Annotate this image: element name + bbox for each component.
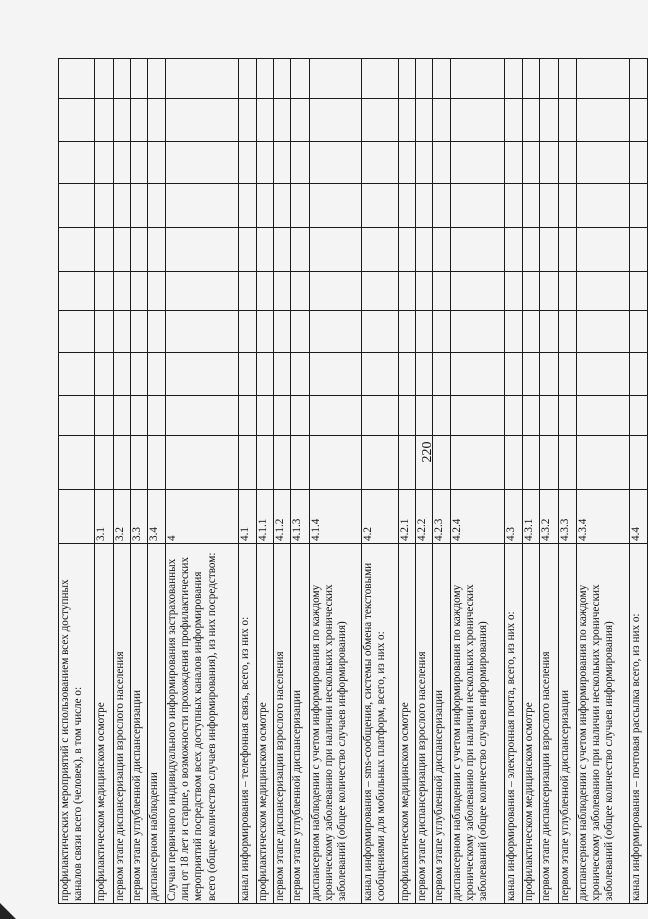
empty-cell bbox=[451, 228, 505, 272]
empty-cell bbox=[433, 272, 451, 311]
empty-cell bbox=[59, 142, 95, 184]
empty-cell bbox=[291, 228, 310, 272]
empty-cell bbox=[451, 353, 505, 396]
row-label: канал информирования – sms-сообщения, системы обмена текстовыми сообщениями для мобильных платформ, всего, из них о: bbox=[362, 544, 399, 904]
empty-cell bbox=[559, 311, 577, 353]
empty-cell bbox=[433, 142, 451, 184]
empty-cell bbox=[274, 59, 291, 99]
empty-cell bbox=[148, 59, 166, 99]
table-row bbox=[131, 59, 148, 904]
empty-cell bbox=[451, 311, 505, 353]
empty-cell bbox=[114, 59, 131, 99]
empty-cell bbox=[505, 311, 523, 353]
empty-cell bbox=[95, 311, 114, 353]
empty-cell bbox=[630, 59, 648, 99]
empty-cell bbox=[399, 272, 416, 311]
empty-cell bbox=[540, 311, 559, 353]
empty-cell bbox=[577, 228, 630, 272]
empty-cell bbox=[166, 311, 239, 353]
table-row bbox=[362, 59, 399, 904]
empty-cell bbox=[257, 228, 274, 272]
row-code: 3.3 bbox=[131, 490, 148, 544]
empty-cell bbox=[239, 311, 257, 353]
table-row bbox=[239, 59, 257, 904]
empty-cell bbox=[505, 353, 523, 396]
empty-cell bbox=[523, 228, 540, 272]
row-label: первом этапе диспансеризации взрослого населения bbox=[274, 544, 291, 904]
empty-cell bbox=[257, 99, 274, 142]
empty-cell bbox=[416, 272, 433, 311]
row-label: первом этапе диспансеризации взрослого населения bbox=[540, 544, 559, 904]
empty-cell bbox=[257, 184, 274, 228]
scan-corner-mark bbox=[0, 903, 16, 919]
empty-cell bbox=[416, 228, 433, 272]
empty-cell bbox=[131, 59, 148, 99]
row-label: первом этапе углубленной диспансеризации bbox=[559, 544, 577, 904]
empty-cell bbox=[577, 99, 630, 142]
row-code: 4 bbox=[166, 490, 239, 544]
empty-cell bbox=[274, 353, 291, 396]
empty-cell bbox=[399, 353, 416, 396]
row-code: 4.2.1 bbox=[399, 490, 416, 544]
empty-cell bbox=[577, 396, 630, 436]
row-code: 4.1.2 bbox=[274, 490, 291, 544]
empty-cell bbox=[577, 311, 630, 353]
row-label: первом этапе диспансеризации взрослого населения bbox=[416, 544, 433, 904]
empty-cell bbox=[362, 396, 399, 436]
row-code bbox=[59, 490, 95, 544]
empty-cell bbox=[291, 184, 310, 228]
empty-cell bbox=[257, 436, 274, 490]
empty-cell bbox=[148, 396, 166, 436]
empty-cell bbox=[559, 99, 577, 142]
empty-cell bbox=[540, 353, 559, 396]
table-row bbox=[274, 59, 291, 904]
empty-cell bbox=[274, 396, 291, 436]
empty-cell bbox=[362, 142, 399, 184]
empty-cell bbox=[399, 184, 416, 228]
row-label: диспансерном наблюдении bbox=[148, 544, 166, 904]
empty-cell bbox=[148, 436, 166, 490]
empty-cell bbox=[399, 228, 416, 272]
row-code: 4.3.2 bbox=[540, 490, 559, 544]
empty-cell bbox=[95, 59, 114, 99]
empty-cell bbox=[166, 396, 239, 436]
empty-cell bbox=[59, 353, 95, 396]
empty-cell bbox=[310, 436, 362, 490]
empty-cell bbox=[148, 99, 166, 142]
empty-cell bbox=[433, 311, 451, 353]
empty-cell bbox=[540, 228, 559, 272]
empty-cell bbox=[310, 311, 362, 353]
row-code: 4.3 bbox=[505, 490, 523, 544]
empty-cell bbox=[630, 184, 648, 228]
empty-cell bbox=[399, 99, 416, 142]
empty-cell bbox=[148, 353, 166, 396]
empty-cell bbox=[114, 396, 131, 436]
empty-cell bbox=[274, 436, 291, 490]
empty-cell bbox=[95, 99, 114, 142]
row-code: 3.4 bbox=[148, 490, 166, 544]
empty-cell bbox=[291, 396, 310, 436]
empty-cell bbox=[433, 99, 451, 142]
empty-cell bbox=[95, 142, 114, 184]
empty-cell bbox=[505, 396, 523, 436]
empty-cell bbox=[399, 396, 416, 436]
empty-cell bbox=[433, 436, 451, 490]
empty-cell bbox=[362, 184, 399, 228]
empty-cell bbox=[451, 436, 505, 490]
empty-cell bbox=[577, 142, 630, 184]
empty-cell bbox=[131, 272, 148, 311]
table-row bbox=[95, 59, 114, 904]
empty-cell bbox=[166, 228, 239, 272]
empty-cell bbox=[291, 436, 310, 490]
page-number: 220 bbox=[420, 441, 435, 463]
row-code: 4.4 bbox=[630, 490, 648, 544]
empty-cell bbox=[433, 59, 451, 99]
empty-cell bbox=[451, 184, 505, 228]
empty-cell bbox=[523, 59, 540, 99]
empty-cell bbox=[148, 228, 166, 272]
empty-cell bbox=[239, 396, 257, 436]
empty-cell bbox=[166, 353, 239, 396]
empty-cell bbox=[630, 272, 648, 311]
empty-cell bbox=[114, 142, 131, 184]
empty-cell bbox=[257, 59, 274, 99]
empty-cell bbox=[362, 272, 399, 311]
empty-cell bbox=[540, 396, 559, 436]
empty-cell bbox=[523, 142, 540, 184]
empty-cell bbox=[166, 142, 239, 184]
empty-cell bbox=[523, 272, 540, 311]
empty-cell bbox=[291, 311, 310, 353]
empty-cell bbox=[577, 59, 630, 99]
row-code: 4.3.4 bbox=[577, 490, 630, 544]
empty-cell bbox=[131, 396, 148, 436]
empty-cell bbox=[310, 99, 362, 142]
empty-cell bbox=[257, 353, 274, 396]
empty-cell bbox=[59, 311, 95, 353]
empty-cell bbox=[131, 228, 148, 272]
empty-cell bbox=[239, 272, 257, 311]
empty-cell bbox=[416, 396, 433, 436]
empty-cell bbox=[630, 142, 648, 184]
empty-cell bbox=[451, 396, 505, 436]
row-code: 4.1 bbox=[239, 490, 257, 544]
empty-cell bbox=[310, 142, 362, 184]
empty-cell bbox=[131, 99, 148, 142]
empty-cell bbox=[523, 436, 540, 490]
empty-cell bbox=[416, 436, 433, 490]
table-row bbox=[505, 59, 523, 904]
empty-cell bbox=[416, 311, 433, 353]
empty-cell bbox=[416, 142, 433, 184]
row-label: канал информирования – телефонная связь, всего, из них о: bbox=[239, 544, 257, 904]
empty-cell bbox=[59, 396, 95, 436]
report-table bbox=[58, 58, 648, 904]
empty-cell bbox=[523, 311, 540, 353]
empty-cell bbox=[291, 353, 310, 396]
empty-cell bbox=[630, 436, 648, 490]
empty-cell bbox=[523, 184, 540, 228]
empty-cell bbox=[433, 184, 451, 228]
empty-cell bbox=[148, 272, 166, 311]
empty-cell bbox=[433, 396, 451, 436]
table-row bbox=[59, 59, 95, 904]
empty-cell bbox=[523, 396, 540, 436]
empty-cell bbox=[399, 59, 416, 99]
empty-cell bbox=[148, 142, 166, 184]
empty-cell bbox=[362, 99, 399, 142]
empty-cell bbox=[505, 272, 523, 311]
row-code: 4.1.1 bbox=[257, 490, 274, 544]
empty-cell bbox=[362, 353, 399, 396]
table-row bbox=[540, 59, 559, 904]
empty-cell bbox=[559, 436, 577, 490]
row-code: 3.2 bbox=[114, 490, 131, 544]
empty-cell bbox=[257, 142, 274, 184]
empty-cell bbox=[559, 184, 577, 228]
empty-cell bbox=[540, 184, 559, 228]
empty-cell bbox=[559, 59, 577, 99]
empty-cell bbox=[59, 99, 95, 142]
empty-cell bbox=[310, 353, 362, 396]
row-code: 4.2.4 bbox=[451, 490, 505, 544]
row-label: профилактическом медицинском осмотре bbox=[95, 544, 114, 904]
row-code: 4.1.4 bbox=[310, 490, 362, 544]
empty-cell bbox=[114, 353, 131, 396]
empty-cell bbox=[114, 184, 131, 228]
empty-cell bbox=[540, 99, 559, 142]
table-row bbox=[399, 59, 416, 904]
row-code: 4.2 bbox=[362, 490, 399, 544]
table-row bbox=[166, 59, 239, 904]
row-label: канал информирования – почтовая рассылка всего, из них о: bbox=[630, 544, 648, 904]
empty-cell bbox=[310, 184, 362, 228]
empty-cell bbox=[274, 142, 291, 184]
empty-cell bbox=[523, 353, 540, 396]
row-code: 3.1 bbox=[95, 490, 114, 544]
empty-cell bbox=[399, 142, 416, 184]
row-code: 4.3.1 bbox=[523, 490, 540, 544]
empty-cell bbox=[433, 228, 451, 272]
empty-cell bbox=[291, 99, 310, 142]
empty-cell bbox=[310, 272, 362, 311]
empty-cell bbox=[114, 228, 131, 272]
empty-cell bbox=[114, 436, 131, 490]
rotated-table-container bbox=[58, 59, 642, 904]
row-label: первом этапе углубленной диспансеризации bbox=[291, 544, 310, 904]
row-label: диспансерном наблюдении с учетом информирования по каждому хроническому заболеванию при наличии нескольких хронических заболеваний (общее количество случаев информирования) bbox=[577, 544, 630, 904]
empty-cell bbox=[451, 99, 505, 142]
table-row bbox=[148, 59, 166, 904]
empty-cell bbox=[95, 436, 114, 490]
empty-cell bbox=[148, 184, 166, 228]
row-label: профилактическом медицинском осмотре bbox=[257, 544, 274, 904]
empty-cell bbox=[362, 228, 399, 272]
empty-cell bbox=[559, 353, 577, 396]
table-row bbox=[416, 59, 433, 904]
row-label: канал информирования – электронная почта, всего, из них о: bbox=[505, 544, 523, 904]
table-row bbox=[630, 59, 648, 904]
empty-cell bbox=[559, 142, 577, 184]
empty-cell bbox=[451, 142, 505, 184]
empty-cell bbox=[239, 142, 257, 184]
empty-cell bbox=[95, 184, 114, 228]
empty-cell bbox=[166, 184, 239, 228]
empty-cell bbox=[291, 59, 310, 99]
empty-cell bbox=[505, 99, 523, 142]
row-label: Случаи первичного индивидуального информирования застрахованных лиц от 18 лет и старше, о возможности прохождения профилактических мероприятий посредством всех доступных каналов информирования всего (общее количество случаев информирования), из них посредством: bbox=[166, 544, 239, 904]
empty-cell bbox=[310, 396, 362, 436]
table-row bbox=[577, 59, 630, 904]
empty-cell bbox=[433, 353, 451, 396]
empty-cell bbox=[148, 311, 166, 353]
empty-cell bbox=[95, 272, 114, 311]
empty-cell bbox=[257, 311, 274, 353]
empty-cell bbox=[166, 272, 239, 311]
empty-cell bbox=[577, 184, 630, 228]
empty-cell bbox=[540, 59, 559, 99]
table-body bbox=[59, 59, 648, 904]
empty-cell bbox=[362, 436, 399, 490]
row-label: первом этапе диспансеризации взрослого населения bbox=[114, 544, 131, 904]
empty-cell bbox=[114, 272, 131, 311]
empty-cell bbox=[540, 272, 559, 311]
empty-cell bbox=[239, 353, 257, 396]
row-code: 4.1.3 bbox=[291, 490, 310, 544]
empty-cell bbox=[239, 436, 257, 490]
empty-cell bbox=[166, 436, 239, 490]
row-label: первом этапе углубленной диспансеризации bbox=[131, 544, 148, 904]
empty-cell bbox=[577, 353, 630, 396]
empty-cell bbox=[540, 142, 559, 184]
empty-cell bbox=[239, 99, 257, 142]
empty-cell bbox=[59, 228, 95, 272]
empty-cell bbox=[310, 59, 362, 99]
empty-cell bbox=[630, 353, 648, 396]
empty-cell bbox=[630, 228, 648, 272]
empty-cell bbox=[523, 99, 540, 142]
empty-cell bbox=[451, 272, 505, 311]
empty-cell bbox=[95, 396, 114, 436]
empty-cell bbox=[416, 99, 433, 142]
empty-cell bbox=[630, 99, 648, 142]
empty-cell bbox=[59, 184, 95, 228]
empty-cell bbox=[257, 396, 274, 436]
empty-cell bbox=[505, 59, 523, 99]
table-row bbox=[523, 59, 540, 904]
empty-cell bbox=[274, 99, 291, 142]
empty-cell bbox=[59, 272, 95, 311]
empty-cell bbox=[274, 272, 291, 311]
empty-cell bbox=[131, 184, 148, 228]
empty-cell bbox=[416, 184, 433, 228]
row-label: диспансерном наблюдении с учетом информирования по каждому хроническому заболеванию при наличии нескольких хронических заболеваний (общее количество случаев информирования) bbox=[310, 544, 362, 904]
empty-cell bbox=[399, 436, 416, 490]
table-row bbox=[433, 59, 451, 904]
empty-cell bbox=[274, 228, 291, 272]
table-row bbox=[257, 59, 274, 904]
empty-cell bbox=[362, 311, 399, 353]
empty-cell bbox=[630, 311, 648, 353]
empty-cell bbox=[59, 436, 95, 490]
empty-cell bbox=[505, 142, 523, 184]
empty-cell bbox=[131, 353, 148, 396]
empty-cell bbox=[451, 59, 505, 99]
empty-cell bbox=[239, 228, 257, 272]
empty-cell bbox=[131, 311, 148, 353]
row-code: 4.2.2 bbox=[416, 490, 433, 544]
table-row bbox=[559, 59, 577, 904]
row-label: профилактическом медицинском осмотре bbox=[523, 544, 540, 904]
empty-cell bbox=[540, 436, 559, 490]
row-label: профилактическом медицинском осмотре bbox=[399, 544, 416, 904]
empty-cell bbox=[310, 228, 362, 272]
empty-cell bbox=[505, 228, 523, 272]
empty-cell bbox=[577, 272, 630, 311]
row-label: профилактических мероприятий с использованием всех доступных каналов связи всего (человек), в том числе о: bbox=[59, 544, 95, 904]
empty-cell bbox=[257, 272, 274, 311]
table-row bbox=[310, 59, 362, 904]
empty-cell bbox=[166, 99, 239, 142]
empty-cell bbox=[505, 184, 523, 228]
empty-cell bbox=[416, 353, 433, 396]
empty-cell bbox=[291, 142, 310, 184]
row-label: диспансерном наблюдении с учетом информирования по каждому хроническому заболеванию при наличии нескольких хронических заболеваний (общее количество случаев информирования) bbox=[451, 544, 505, 904]
row-code: 4.3.3 bbox=[559, 490, 577, 544]
empty-cell bbox=[59, 59, 95, 99]
empty-cell bbox=[399, 311, 416, 353]
empty-cell bbox=[131, 142, 148, 184]
empty-cell bbox=[577, 436, 630, 490]
empty-cell bbox=[559, 396, 577, 436]
empty-cell bbox=[416, 59, 433, 99]
table-row bbox=[114, 59, 131, 904]
empty-cell bbox=[362, 59, 399, 99]
empty-cell bbox=[239, 59, 257, 99]
table-row bbox=[451, 59, 505, 904]
empty-cell bbox=[114, 311, 131, 353]
empty-cell bbox=[274, 311, 291, 353]
empty-cell bbox=[131, 436, 148, 490]
empty-cell bbox=[95, 228, 114, 272]
empty-cell bbox=[95, 353, 114, 396]
table-row bbox=[291, 59, 310, 904]
empty-cell bbox=[274, 184, 291, 228]
empty-cell bbox=[630, 396, 648, 436]
empty-cell bbox=[559, 272, 577, 311]
empty-cell bbox=[505, 436, 523, 490]
empty-cell bbox=[114, 99, 131, 142]
empty-cell bbox=[166, 59, 239, 99]
empty-cell bbox=[559, 228, 577, 272]
row-code: 4.2.3 bbox=[433, 490, 451, 544]
empty-cell bbox=[291, 272, 310, 311]
row-label: первом этапе углубленной диспансеризации bbox=[433, 544, 451, 904]
empty-cell bbox=[239, 184, 257, 228]
